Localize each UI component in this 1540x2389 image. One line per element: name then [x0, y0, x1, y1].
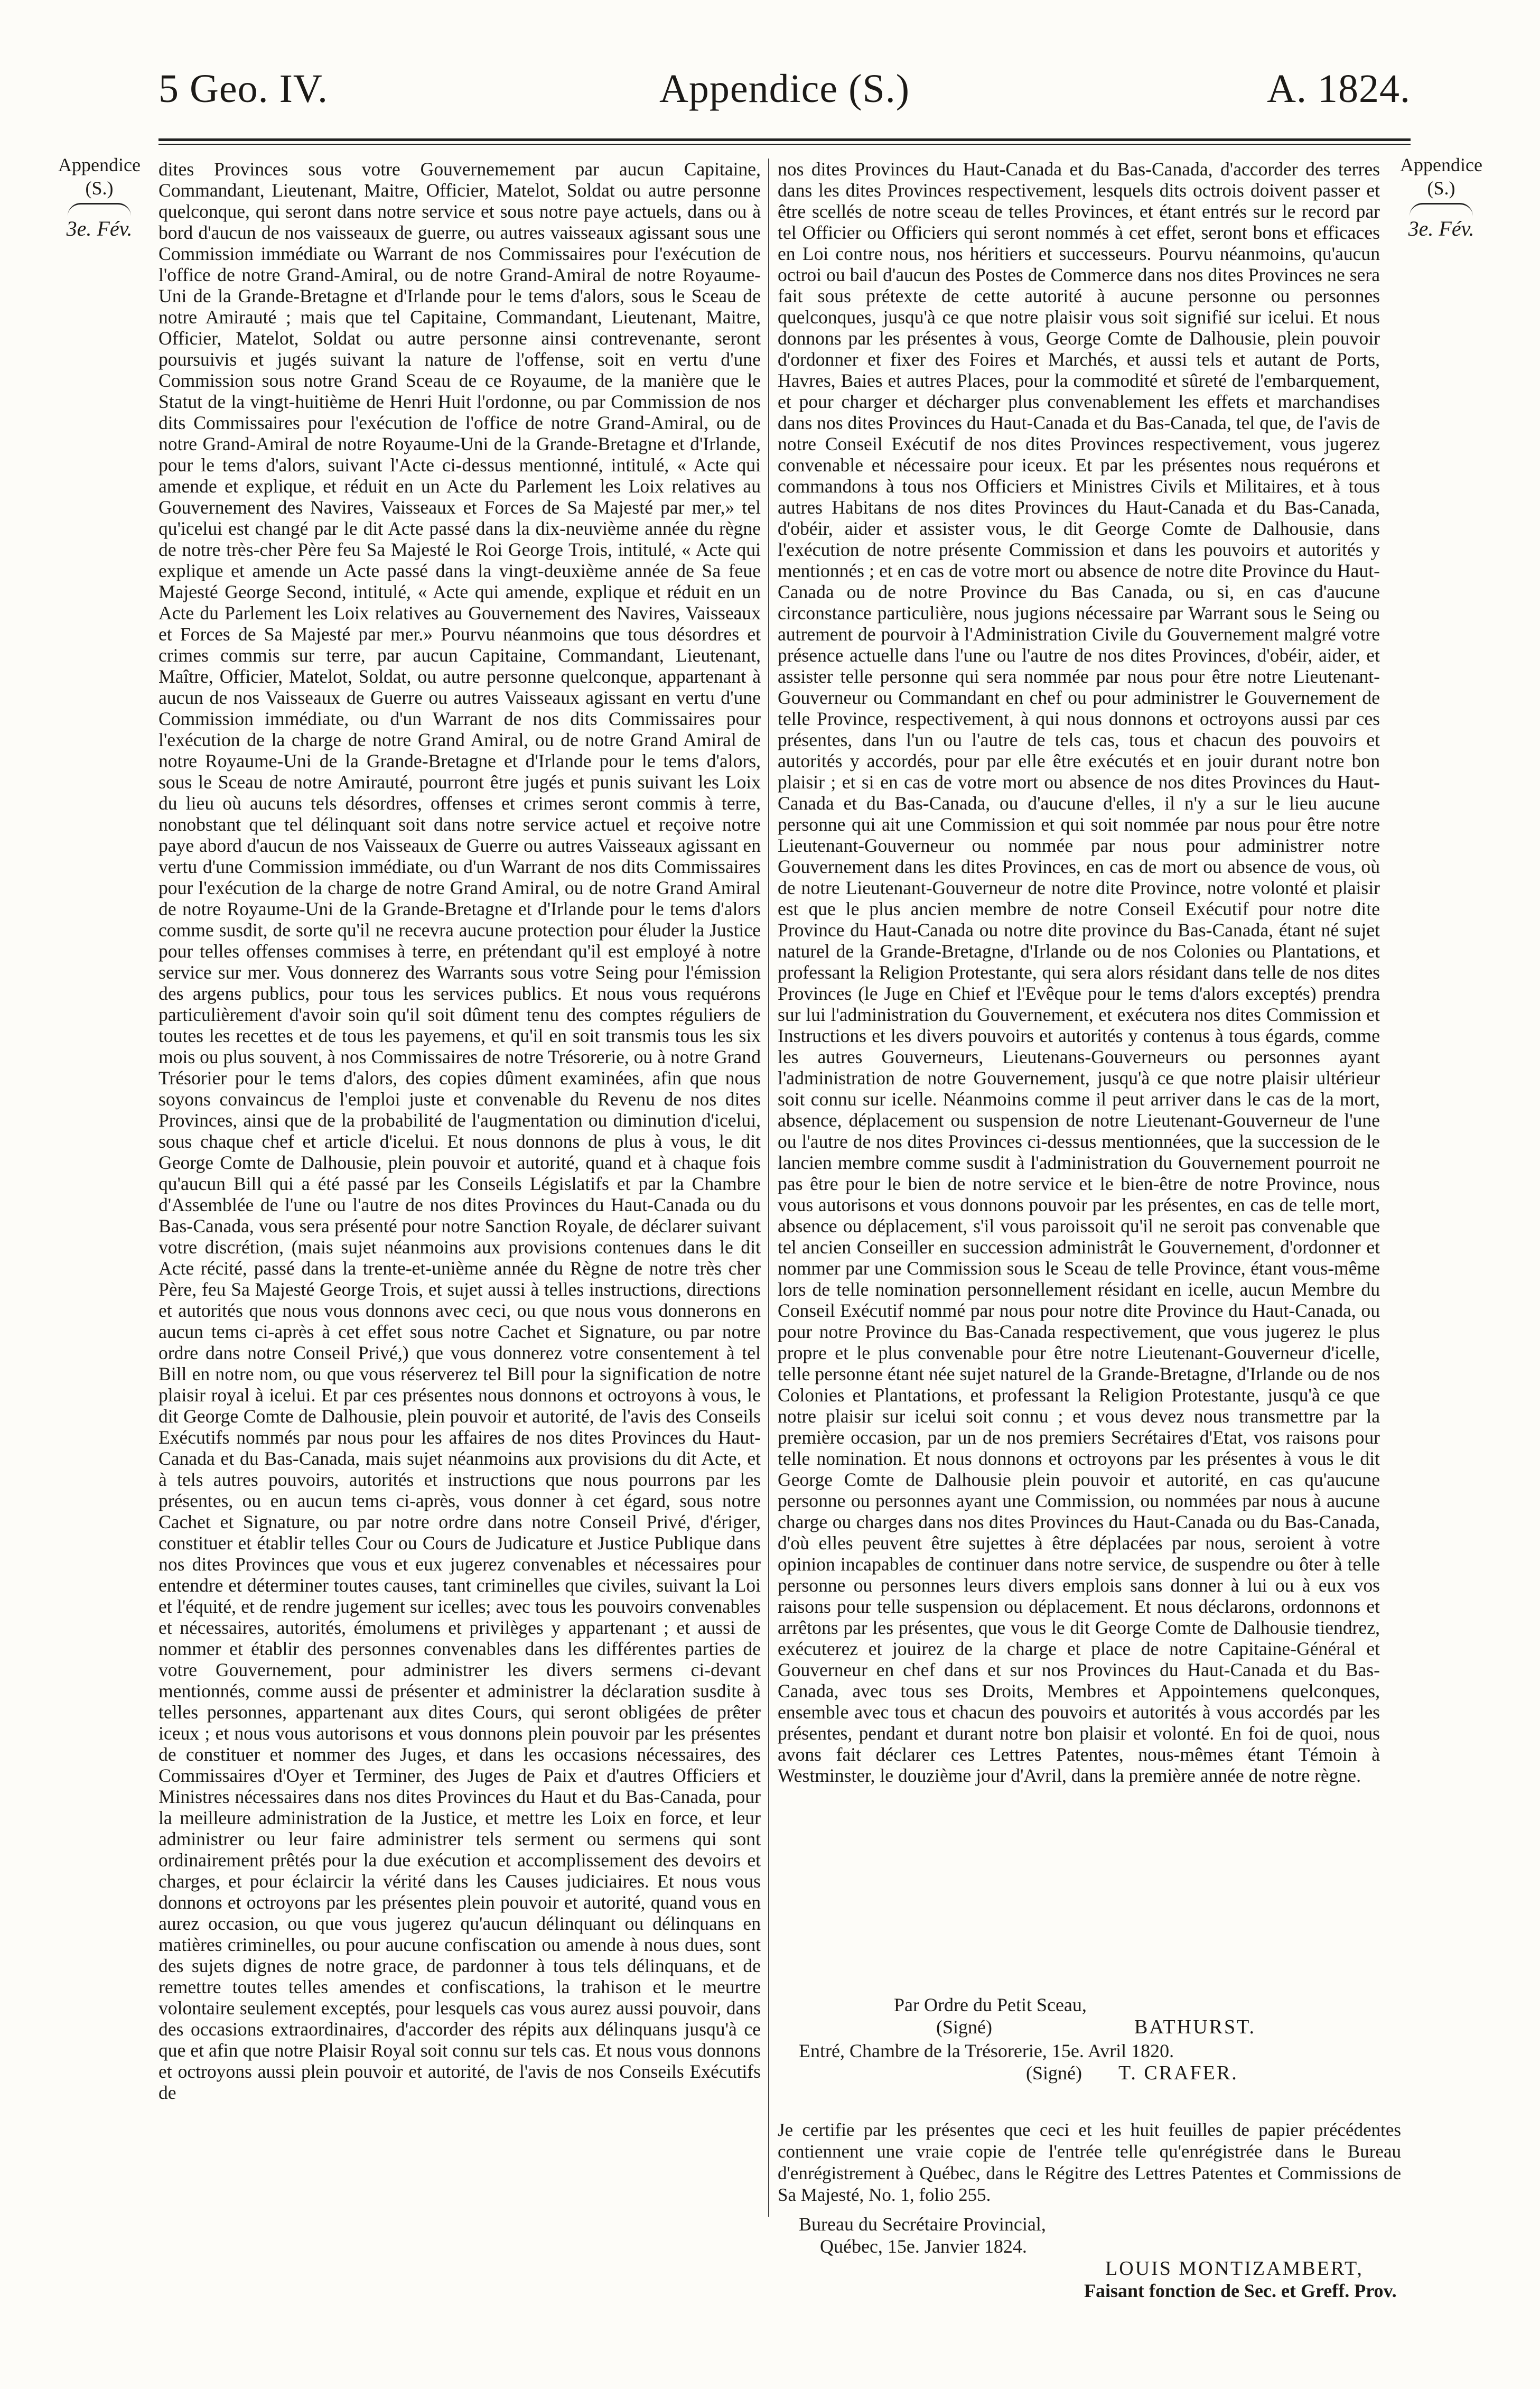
- signe-label: (Signé): [936, 2016, 992, 2038]
- left-column-text: dites Provinces sous votre Gouvernemement par aucun Capitaine, Commandant, Lieutenant, Maitre, Officier, Matelot, Soldat ou autre personne quelconque, qui seront dans notre service et sous notre paye actuels, dans ou à bord d'aucun de nos vaisseaux de guerre, ou autres vaisseaux agissant sous une Commission immédiate ou Warrant de nos Commissaires pour l'exécution de l'office de notre Grand-Amiral, ou de notre Grand-Amiral de notre Royaume-Uni de la Grande-Bretagne et d'Irlande pour le tems d'alors, sous le Sceau de notre Amirauté ; mais que tel Capitaine, Commandant, Lieutenant, Maitre, Officier, Matelot, Soldat ou autre personne ainsi contrevenante, seront poursuivis et jugés suivant la nature de l'offense, soit en vertu d'une Commission sous notre Grand Sceau de ce Royaume, de la manière que le Statut de la vingt-huitième de Henri Huit l'ordonne, ou par Commission de nos dits Commissaires pour l'exécution de l'office de notre Grand-Amiral, ou de notre Grand-Amiral de notre Royaume-Uni de la Grande-Bretagne et d'Irlande, pour le tems d'alors, suivant l'Acte ci-dessus mentionné, intitulé, « Acte qui amende et explique, et réduit en un Acte du Parlement les Loix relatives au Gouvernement des Navires, Vaisseaux et Forces de Sa Majesté par mer,» tel qu'icelui est changé par le dit Acte passé dans la dix-neuvième année du règne de notre très-cher Père feu Sa Majesté le Roi George Trois, intitulé, « Acte qui explique et amende un Acte passé dans la vingt-deuxième année de Sa feue Majesté George Second, intitulé, « Acte qui amende, explique et réduit en un Acte du Parlement les Loix relatives au Gouvernement des Navires, Vaisseaux et Forces de Sa Majesté par mer.» Pourvu néanmoins que tous désordres et crimes commis sur terre, par aucun Capitaine, Commandant, Lieutenant, Maître, Officier, Matelot, Soldat, ou autre personne quelconque, appartenant à aucun de nos Vaisseaux de Guerre ou autres Vaisseaux agissant en vertu d'une Commission immédiate, ou d'un Warrant de nos dits Commissaires pour l'exécution de la charge de notre Grand Amiral, ou de notre Grand Amiral de notre Royaume-Uni de la Grande-Bretagne et d'Irlande pour le tems d'alors, sous le Sceau de notre Amirauté, pourront être jugés et punis suivant les Loix du lieu où aucuns tels désordres, offenses et crimes seront commis à terre, nonobstant que tel délinquant soit dans notre service actuel et reçoive notre paye abord d'aucun de nos Vaisseaux de Guerre ou autres Vaisseaux agissant en vertu d'une Commission immédiate, ou d'un Warrant de nos dits Commissaires pour l'exécution de la charge de notre Grand Amiral, ou de notre Grand Amiral de notre Royaume-Uni de la Grande-Bretagne et d'Irlande pour le tems d'alors comme susdit, de sorte qu'il ne recevra aucune protection pour éluder la Justice pour telles offenses commises à terre, en prétendant qu'il est employé à notre service sur mer. Vous donnerez des Warrants sous votre Seing pour l'émission des argens publics, pour tous les services publics. Et nous vous requérons particulièrement d'avoir soin qu'il soit dûment tenu des comptes réguliers de toutes les recettes et de tous les payemens, et qu'il en soit transmis tous les six mois ou plus souvent, à nos Commissaires de notre Trésorerie, ou à notre Grand Trésorier pour le tems d'alors, des copies dûment examinées, afin que nous soyons convaincus de l'emploi juste et convenable du Revenu de nos dites Provinces, ainsi que de la probabilité de l'augmentation ou diminution d'icelui, sous chaque chef et article d'icelui. Et nous donnons de plus à vous, le dit George Comte de Dalhousie, plein pouvoir et autorité, quand et à chaque fois qu'aucun Bill qui a été passé par les Conseils Législatifs et par la Chambre d'Assemblée de l'une ou l'autre de nos dites Provinces du Haut-Canada ou du Bas-Canada, vous sera présenté pour notre Sanction Royale, de déclarer suivant votre discrétion, (mais sujet néanmoins aux provisions contenues dans le dit Acte récité, passé dans la trente-et-unième année du Règne de notre très cher Père, feu Sa Majesté George Trois, et sujet aussi à telles instructions, directions et autorités que nous vous donnons avec ceci, ou que nous vous donnerons en aucun tems ci-après à cet effet sous notre Cachet et Signature, ou par notre ordre dans notre Conseil Privé,) que vous donnerez votre consentement à tel Bill en notre nom, ou que vous réserverez tel Bill pour la signification de notre plaisir royal à icelui. Et par ces présentes nous donnons et octroyons à vous, le dit George Comte de Dalhousie, plein pouvoir et autorité, de l'avis des Conseils Exécutifs nommés par nous pour les affaires de nos dites Provinces du Haut-Canada et du Bas-Canada, mais sujet néanmoins aux provisions du dit Acte, et à tels autres pouvoirs, autorités et instructions que nous pourrons par les présentes, ou en aucun tems ci-après, vous donner à cet égard, sous notre Cachet et Signature, ou par notre ordre dans notre Conseil Privé, d'ériger, constituer et établir telles Cour ou Cours de Judicature et Justice Publique dans nos dites Provinces que vous et eux jugerez convenables et nécessaires pour entendre et déterminer toutes causes, tant criminelles que civiles, suivant la Loi et l'équité, et de rendre jugement sur icelles; avec tous les pouvoirs convenables et nécessaires, autorités, émolumens et privilèges y appartenant ; et aussi de nommer et établir des personnes convenables dans les différentes parties de votre Gouvernement, pour administrer les divers sermens ci-devant mentionnés, comme aussi de présenter et administrer la déclaration susdite à telles personnes, appartenant aux dites Cours, qui seront obligées de prêter iceux ; et nous vous autorisons et vous donnons plein pouvoir par les présentes de constituer et nommer des Juges, et dans les occasions nécessaires, des Commissaires d'Oyer et Terminer, des Juges de Paix et d'autres Officiers et Ministres nécessaires dans nos dites Provinces du Haut et du Bas-Canada, pour la meilleure administration de la Justice, et mettre les Loix en force, et leur administrer ou leur faire administrer tels serment ou sermens qui sont ordinairement prêtés pour la due exécution et accomplissement des devoirs et charges, et pour éclaircir la vérité dans les Causes judiciaires. Et nous vous donnons et octroyons par les présentes plein pouvoir et autorité, quand vous en aurez occasion, ou que vous jugerez qu'aucun délinquant ou délinquans en matières criminelles, ou pour aucune confiscation ou amende à nous dues, sont des sujets dignes de notre grace, de pardonner à tous tels délinquans, et de remettre toutes telles amendes et confiscations, la trahison et le meurtre volontaire seulement exceptés, pour lesquels cas vous aurez aussi pouvoir, dans des occasions extraordinaires, d'accorder des répits aux délinquans jusqu'à ce que et afin que notre Plaisir Royal soit connu sur tels cas. Et nous vous donnons et octroyons aussi plein pouvoir et autorité, de l'avis de nos Conseils Exécutifs de: [158, 159, 761, 2103]
- certification-paragraph: Je certifie par les présentes que ceci et les huit feuilles de papier précédentes contiennent une vraie copie de l'entrée telle qu'enrégistrée dans le Bureau d'enrégistrement à Québec, dans le Régitre des Lettres Patentes et Commissions de Sa Majesté, No. 1, folio 255.: [778, 2120, 1401, 2205]
- signature-line-2: [778, 2062, 1401, 2084]
- margin-brace: [68, 203, 131, 216]
- left-column: [158, 159, 761, 2103]
- margin-label: Appendice: [1400, 154, 1482, 175]
- signe-label: (Signé): [1026, 2062, 1082, 2084]
- margin-note-right: [1388, 153, 1494, 240]
- place-date-line: Québec, 15e. Janvier 1824.: [820, 2236, 1027, 2257]
- office-line: Bureau du Secrétaire Provincial,: [799, 2214, 1046, 2235]
- header-session: 5 Geo. IV.: [158, 67, 329, 111]
- header-rule-thick: [158, 138, 1411, 141]
- margin-date: 3e. Fév.: [66, 217, 133, 240]
- margin-brace: [1410, 203, 1473, 216]
- margin-section: (S.): [85, 178, 114, 199]
- right-column: [778, 159, 1380, 1786]
- header-year: A. 1824.: [1267, 67, 1411, 111]
- margin-label: Appendice: [58, 154, 141, 175]
- margin-date: 3e. Fév.: [1408, 217, 1474, 240]
- column-divider: [768, 159, 769, 2217]
- privy-seal-order: Par Ordre du Petit Sceau,: [894, 1994, 1087, 2015]
- signatory-role: Faisant fonction de Sec. et Greff. Prov.: [1084, 2280, 1397, 2301]
- signature-line-1: [778, 2016, 1401, 2038]
- signatory-crafer: T. CRAFER.: [1118, 2062, 1238, 2084]
- signatory-bathurst: BATHURST.: [1134, 2016, 1256, 2038]
- right-column-text: nos dites Provinces du Haut-Canada et du Bas-Canada, d'accorder des terres dans les dites Provinces respectivement, lesquels dits octrois doivent passer et être scellés de notre sceau de telles Provinces, et étant entrés sur le record par tel Officier ou Officiers qui seront nommés à cet effet, seront bons et efficaces en Loi contre nous, nos héritiers et successeurs. Pourvu néanmoins, qu'aucun octroi ou bail d'aucun des Postes de Commerce dans nos dites Provinces ne sera fait sous prétexte de cette autorité à aucune personne ou personnes quelconques, jusqu'à ce que notre plaisir vous soit signifié sur icelui. Et nous donnons par les présentes à vous, George Comte de Dalhousie, plein pouvoir d'ordonner et fixer des Foires et Marchés, et aussi tels et autant de Ports, Havres, Baies et autres Places, pour la commodité et sûreté de l'embarquement, et pour charger et décharger plus convenablement les effets et marchandises dans nos dites Provinces du Haut-Canada et du Bas-Canada, tel que, de l'avis de notre Conseil Exécutif de nos dites Provinces respectivement, vous jugerez convenable et nécessaire pour iceux. Et par les présentes nous requérons et commandons à tous nos Officiers et Ministres Civils et Militaires, et à tous autres Habitans de nos dites Provinces du Haut-Canada et du Bas-Canada, d'obéir, aider et assister vous, le dit George Comte de Dalhousie, dans l'exécution de notre présente Commission et dans les pouvoirs et autorités y mentionnés ; et en cas de votre mort ou absence de notre dite Province du Haut-Canada ou de notre Province du Bas Canada, ou si, en cas d'aucune circonstance particulière, nous jugions nécessaire par Warrant sous le Seing ou autrement de pourvoir à l'Administration Civile du Gouvernement malgré votre présence actuelle dans l'une ou l'autre de nos dites Provinces, d'obéir, aider, et assister telle personne qui sera nommée par nous pour être notre Lieutenant-Gouverneur ou Commandant en chef ou pour administrer le Gouvernement de telle Province, respectivement, à qui nous donnons et octroyons aussi par ces présentes, dans l'un ou l'autre de tels cas, tous et chacun des pouvoirs et autorités y accordés, pour par elle être exécutés et en jouir durant notre bon plaisir ; et si en cas de votre mort ou absence de nos dites Provinces du Haut-Canada et du Bas-Canada, ou d'aucune d'elles, il n'y a sur le lieu aucune personne qui ait une Commission et qui soit nommée par nous pour être notre Lieutenant-Gouverneur ou nommée par nous pour administrer notre Gouvernement dans les dites Provinces, en cas de mort ou absence de vous, où de notre Lieutenant-Gouverneur de notre dite Province, notre volonté et plaisir est que le plus ancien membre de notre Conseil Exécutif pour notre dite Province du Haut-Canada ou notre dite province du Bas-Canada, étant né sujet naturel de la Grande-Bretagne, d'Irlande ou de nos Colonies ou Plantations, et professant la Religion Protestante, qui sera alors résidant dans telle de nos dites Provinces (le Juge en Chief et l'Evêque pour le tems d'alors exceptés) prendra sur lui l'administration du Gouvernement, et exécutera nos dites Commission et Instructions et les divers pouvoirs et autorités y contenus à tous égards, comme les autres Gouverneurs, Lieutenans-Gouverneurs ou personnes ayant l'administration de notre Gouvernement, jusqu'à ce que notre plaisir ultérieur soit connu sur icelle. Néanmoins comme il peut arriver dans le cas de la mort, absence, déplacement ou suspension de notre Lieutenant-Gouverneur de l'une ou l'autre de nos dites Provinces ci-dessus mentionnées, que la succession de le lancien membre comme susdit à l'administration du Gouvernement pourroit ne pas être pour le bien de notre service et le bien-être de notre Province, nous vous autorisons et vous donnons pouvoir par les présentes, en cas de telle mort, absence ou déplacement, s'il vous paroissoit qu'il ne seroit pas convenable que tel ancien Conseiller en succession administrât le Gouvernement, d'ordonner et nommer par une Commission sous le Sceau de telle Province, étant vous-même lors de telle nomination personnellement résidant en icelle, aucun Membre du Conseil Exécutif nommé par nous pour notre dite Province du Haut-Canada, ou pour notre Province du Bas-Canada respectivement, que vous jugerez le plus propre et le plus convenable pour être notre Lieutenant-Gouverneur d'icelle, telle personne étant née sujet naturel de la Grande-Bretagne, d'Irlande ou de nos Colonies et Plantations, et professant la Religion Protestante, jusqu'à ce que notre plaisir sur icelui soit connu ; et vous devez nous transmettre par la première occasion, par un de nos premiers Secrétaires d'Etat, vos raisons pour telle nomination. Et nous donnons et octroyons par les présentes à vous le dit George Comte de Dalhousie plein pouvoir et autorité, en cas qu'aucune personne ou personnes ayant une Commission, ou nommées par nous à aucune charge ou charges dans nos dites Provinces du Haut-Canada ou du Bas-Canada, d'où elles peuvent être sujettes à être déplacées par nous, seroient à votre opinion incapables de continuer dans notre service, de suspendre ou ôter à telle personne ou personnes leurs divers emplois sans donner à lui ou à eux vos raisons pour telle suspension ou déplacement. Et nous déclarons, ordonnons et arrêtons par les présentes, que vous le dit George Comte de Dalhousie tiendrez, exécuterez et jouirez de la charge et place de notre Capitaine-Général et Gouverneur en chef dans et sur nos Provinces du Haut-Canada et du Bas-Canada, avec tous ses Droits, Membres et Appointemens quelconques, ensemble avec tous et chacun des pouvoirs et autorités à vous accordés par les présentes, pendant et durant notre bon plaisir et volonté. En foi de quoi, nous avons fait déclarer ces Lettres Patentes, nous-mêmes étant Témoin à Westminster, le douzième jour d'Avril, dans la première année de notre règne.: [778, 159, 1380, 1786]
- page-header: [158, 62, 1411, 120]
- margin-section: (S.): [1427, 178, 1455, 199]
- header-rule-thin: [158, 144, 1411, 145]
- header-appendix: Appendice (S.): [659, 67, 910, 111]
- signatory-montizambert: LOUIS MONTIZAMBERT,: [1105, 2257, 1364, 2280]
- margin-note-left: [46, 153, 152, 240]
- treasury-entry: Entré, Chambre de la Trésorerie, 15e. Avril 1820.: [799, 2040, 1174, 2061]
